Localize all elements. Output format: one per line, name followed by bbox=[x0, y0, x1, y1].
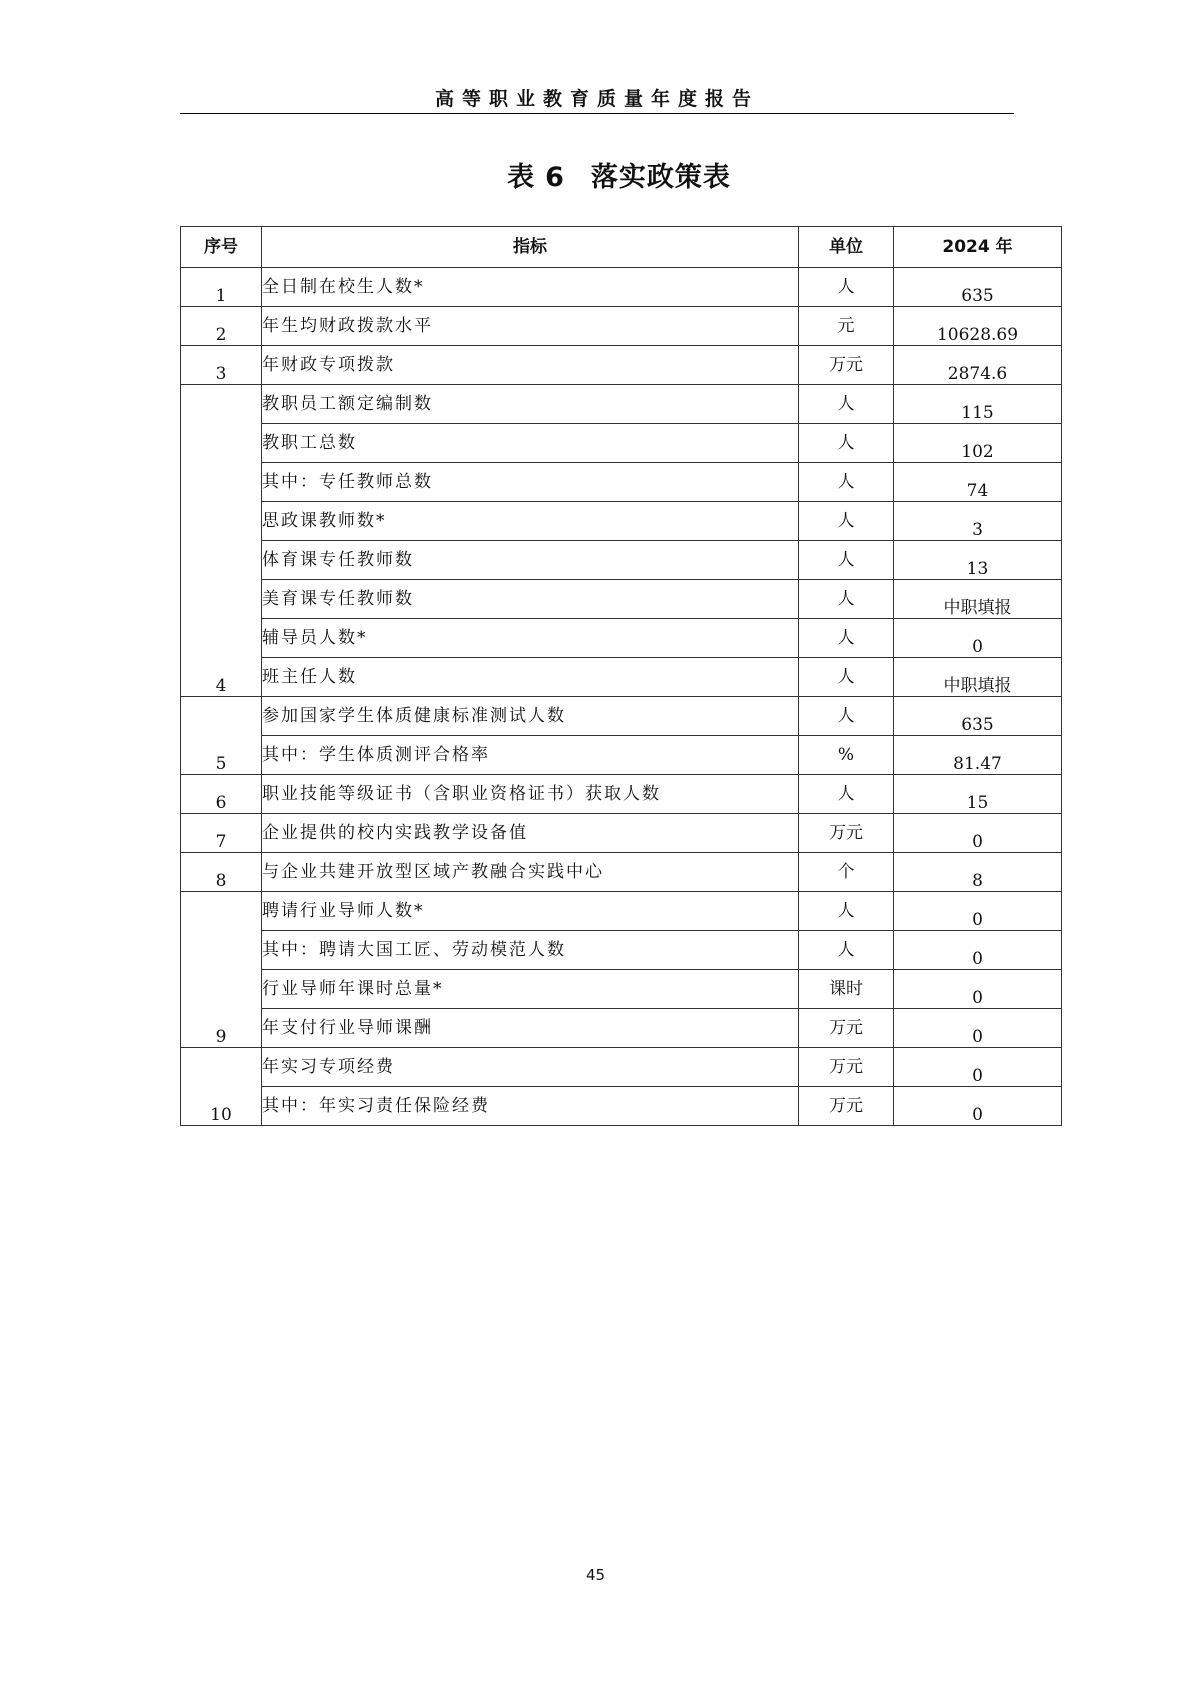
seq-cell: 6 bbox=[181, 775, 262, 814]
value-cell: 中职填报 bbox=[894, 580, 1062, 619]
value-cell: 0 bbox=[894, 1009, 1062, 1048]
table-title-number: 6 bbox=[545, 162, 565, 193]
column-header-indicator: 指标 bbox=[262, 227, 799, 268]
indicator-cell: 全日制在校生人数* bbox=[262, 268, 799, 307]
table-row bbox=[181, 892, 1062, 931]
value-cell: 0 bbox=[894, 970, 1062, 1009]
value-cell: 8 bbox=[894, 853, 1062, 892]
indicator-cell: 其中：年实习责任保险经费 bbox=[262, 1087, 799, 1126]
value-cell: 115 bbox=[894, 385, 1062, 424]
unit-cell: 万元 bbox=[799, 346, 894, 385]
indicator-cell: 参加国家学生体质健康标准测试人数 bbox=[262, 697, 799, 736]
indicator-cell: 体育课专任教师数 bbox=[262, 541, 799, 580]
unit-cell: 人 bbox=[799, 463, 894, 502]
indicator-cell: 年支付行业导师课酬 bbox=[262, 1009, 799, 1048]
value-cell: 0 bbox=[894, 1087, 1062, 1126]
indicator-cell: 其中：学生体质测评合格率 bbox=[262, 736, 799, 775]
table-row bbox=[181, 970, 1062, 1009]
column-header-unit: 单位 bbox=[799, 227, 894, 268]
value-cell: 0 bbox=[894, 892, 1062, 931]
unit-cell: 人 bbox=[799, 619, 894, 658]
table-row bbox=[181, 502, 1062, 541]
table-title-name: 落实政策表 bbox=[590, 162, 731, 193]
value-cell: 0 bbox=[894, 814, 1062, 853]
unit-cell: 人 bbox=[799, 502, 894, 541]
table-row bbox=[181, 307, 1062, 346]
page-number: 45 bbox=[585, 1566, 606, 1584]
seq-cell: 7 bbox=[181, 814, 262, 853]
unit-cell: % bbox=[799, 736, 894, 775]
unit-cell: 万元 bbox=[799, 1048, 894, 1087]
table-body bbox=[181, 268, 1062, 1126]
unit-cell: 万元 bbox=[799, 1009, 894, 1048]
seq-cell: 9 bbox=[181, 892, 262, 1048]
value-cell: 0 bbox=[894, 619, 1062, 658]
indicator-cell: 思政课教师数* bbox=[262, 502, 799, 541]
unit-cell: 人 bbox=[799, 892, 894, 931]
seq-cell: 2 bbox=[181, 307, 262, 346]
value-cell: 2874.6 bbox=[894, 346, 1062, 385]
indicator-cell: 教职工总数 bbox=[262, 424, 799, 463]
table-row bbox=[181, 1048, 1062, 1087]
table-row bbox=[181, 424, 1062, 463]
unit-cell: 人 bbox=[799, 385, 894, 424]
table-row bbox=[181, 658, 1062, 697]
table-row bbox=[181, 346, 1062, 385]
seq-cell: 1 bbox=[181, 268, 262, 307]
unit-cell: 人 bbox=[799, 424, 894, 463]
seq-cell: 10 bbox=[181, 1048, 262, 1126]
seq-cell: 3 bbox=[181, 346, 262, 385]
indicator-cell: 年生均财政拨款水平 bbox=[262, 307, 799, 346]
indicator-cell: 教职员工额定编制数 bbox=[262, 385, 799, 424]
seq-cell: 8 bbox=[181, 853, 262, 892]
table-row bbox=[181, 814, 1062, 853]
unit-cell: 人 bbox=[799, 658, 894, 697]
indicator-cell: 企业提供的校内实践教学设备值 bbox=[262, 814, 799, 853]
policy-table bbox=[180, 226, 1062, 1126]
unit-cell: 人 bbox=[799, 931, 894, 970]
indicator-cell: 美育课专任教师数 bbox=[262, 580, 799, 619]
value-cell: 81.47 bbox=[894, 736, 1062, 775]
value-cell: 13 bbox=[894, 541, 1062, 580]
table-row bbox=[181, 775, 1062, 814]
value-cell: 74 bbox=[894, 463, 1062, 502]
indicator-cell: 职业技能等级证书（含职业资格证书）获取人数 bbox=[262, 775, 799, 814]
table-row bbox=[181, 268, 1062, 307]
unit-cell: 人 bbox=[799, 580, 894, 619]
value-cell: 635 bbox=[894, 268, 1062, 307]
table-row bbox=[181, 619, 1062, 658]
unit-cell: 人 bbox=[799, 541, 894, 580]
seq-cell: 4 bbox=[181, 385, 262, 697]
header-rule bbox=[180, 113, 1014, 114]
indicator-cell: 聘请行业导师人数* bbox=[262, 892, 799, 931]
indicator-cell: 年实习专项经费 bbox=[262, 1048, 799, 1087]
table-row bbox=[181, 697, 1062, 736]
column-header-seq: 序号 bbox=[181, 227, 262, 268]
unit-cell: 人 bbox=[799, 775, 894, 814]
unit-cell: 人 bbox=[799, 268, 894, 307]
table-title bbox=[180, 155, 1058, 194]
column-header-year: 2024 年 bbox=[894, 227, 1062, 268]
unit-cell: 个 bbox=[799, 853, 894, 892]
indicator-cell: 年财政专项拨款 bbox=[262, 346, 799, 385]
unit-cell: 万元 bbox=[799, 814, 894, 853]
table-title-prefix: 表 bbox=[507, 162, 536, 193]
value-cell: 635 bbox=[894, 697, 1062, 736]
table-row bbox=[181, 1087, 1062, 1126]
table-row bbox=[181, 385, 1062, 424]
value-cell: 0 bbox=[894, 1048, 1062, 1087]
table-header-row bbox=[181, 227, 1062, 268]
indicator-cell: 其中：专任教师总数 bbox=[262, 463, 799, 502]
table-row bbox=[181, 853, 1062, 892]
table-row bbox=[181, 463, 1062, 502]
indicator-cell: 班主任人数 bbox=[262, 658, 799, 697]
table-row bbox=[181, 736, 1062, 775]
unit-cell: 元 bbox=[799, 307, 894, 346]
value-cell: 15 bbox=[894, 775, 1062, 814]
unit-cell: 课时 bbox=[799, 970, 894, 1009]
table-row bbox=[181, 931, 1062, 970]
table-row bbox=[181, 580, 1062, 619]
value-cell: 0 bbox=[894, 931, 1062, 970]
indicator-cell: 与企业共建开放型区域产教融合实践中心 bbox=[262, 853, 799, 892]
indicator-cell: 辅导员人数* bbox=[262, 619, 799, 658]
seq-cell: 5 bbox=[181, 697, 262, 775]
table-row bbox=[181, 541, 1062, 580]
indicator-cell: 行业导师年课时总量* bbox=[262, 970, 799, 1009]
value-cell: 中职填报 bbox=[894, 658, 1062, 697]
table-row bbox=[181, 1009, 1062, 1048]
unit-cell: 人 bbox=[799, 697, 894, 736]
indicator-cell: 其中：聘请大国工匠、劳动模范人数 bbox=[262, 931, 799, 970]
value-cell: 102 bbox=[894, 424, 1062, 463]
unit-cell: 万元 bbox=[799, 1087, 894, 1126]
value-cell: 3 bbox=[894, 502, 1062, 541]
value-cell: 10628.69 bbox=[894, 307, 1062, 346]
running-header: 高等职业教育质量年度报告 bbox=[434, 88, 759, 110]
